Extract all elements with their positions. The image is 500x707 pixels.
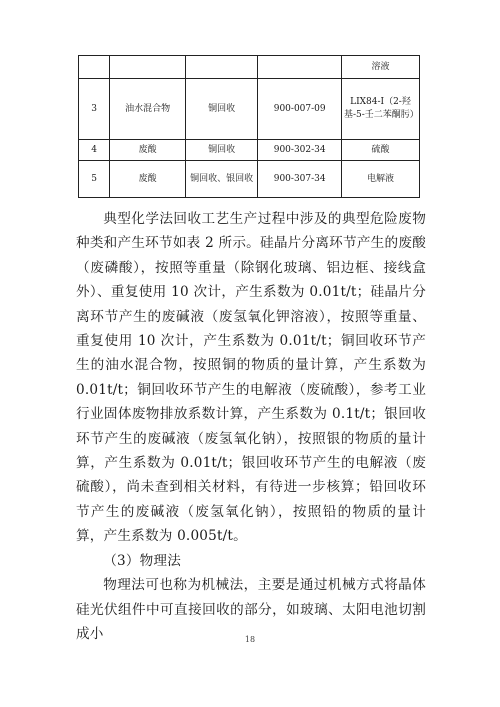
hazardous-waste-table	[78, 55, 420, 198]
table-cell	[185, 56, 257, 79]
table-row	[79, 79, 420, 140]
paragraph: 典型化学法回收工艺生产过程中涉及的典型危险废物种类和产生环节如表 2 所示。硅晶片分离环节产生的废酸（废磷酸），按照等重量（除钢化玻璃、铝边框、接线盒外）、重复使用 10 次计，产生系数为 0.01t/t；硅晶片分离环节产生的废碱液（废氢氧化钾溶液），按照等重量、重复使用 10 次计，产生系数为 0.01t/t；铜回收环节产生的油水混合物，按照铜的物质的量计算，产生系数为 0.01t/t；铜回收环节产生的电解液（废硫酸），参考工业行业固体废物排放系数计算，产生系数为 0.1t/t；银回收环节产生的废碱液（废氢氧化钠），按照银的物质的量计算，产生系数为 0.01t/t；银回收环节产生的电解液（废硫酸），尚未查到相关材料，有待进一步核算；铅回收环节产生的废碱液（废氢氧化钠），按照铅的物质的量计算，产生系数为 0.005t/t。	[76, 211, 426, 545]
table-cell	[258, 56, 342, 79]
table-cell: 废酸	[110, 161, 186, 198]
table-cell: 4	[79, 140, 110, 161]
table-cell: 铜回收	[185, 79, 257, 140]
paragraph: 物理法可也称为机械法，主要是通过机械方式将晶体硅光伏组件中可直接回收的部分，如玻璃、太阳电池切割成小	[76, 577, 426, 642]
table-cell	[79, 56, 110, 79]
table-cell: LIX84-I（2-羟基-5-壬二苯酮肟）	[341, 79, 419, 140]
table-cell: 油水混合物	[110, 79, 186, 140]
table-cell: 5	[79, 161, 110, 198]
section-heading: （3）物理法	[103, 552, 182, 569]
table-cell: 废酸	[110, 140, 186, 161]
table-cell: 900-302-34	[258, 140, 342, 161]
table-cell: 电解液	[341, 161, 419, 198]
table-cell: 900-307-34	[258, 161, 342, 198]
table-row	[79, 140, 420, 161]
table-cell: 溶液	[341, 56, 419, 79]
page-number: 18	[244, 635, 256, 644]
table-cell: 铜回收、银回收	[185, 161, 257, 198]
table-cell: 硫酸	[341, 140, 419, 161]
table-cell: 3	[79, 79, 110, 140]
table-row	[79, 56, 420, 79]
table-cell: 铜回收	[185, 140, 257, 161]
table-row	[79, 161, 420, 198]
table-cell: 900-007-09	[258, 79, 342, 140]
body-text	[76, 207, 426, 646]
table-cell	[110, 56, 186, 79]
